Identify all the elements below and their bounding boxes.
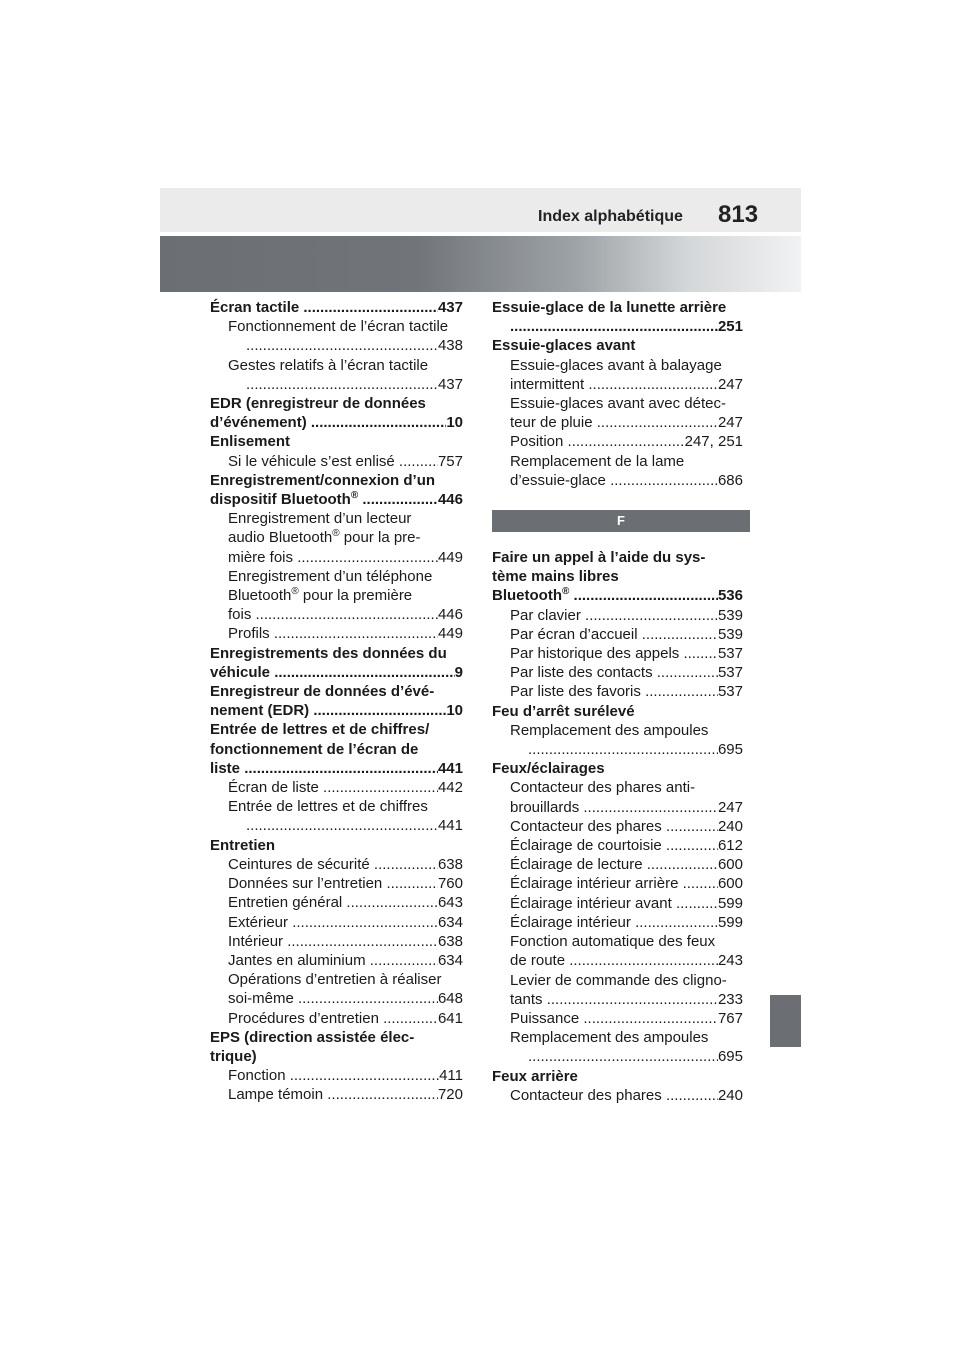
entry-text: Enregistreur de données d’évé- (210, 683, 435, 701)
index-subentry (210, 893, 463, 912)
leader-dots (346, 893, 438, 912)
entry-text: Par historique des appels (510, 645, 684, 663)
index-subentry (492, 894, 743, 913)
leader-dots (666, 1086, 718, 1105)
entry-text: véhicule (210, 663, 275, 681)
entry-text: Par clavier (510, 606, 586, 624)
page-reference: 10 (446, 414, 463, 432)
entry-text: Remplacement de la lame (510, 452, 685, 470)
page-reference: 243 (717, 952, 743, 970)
entry-text: trique) (210, 1047, 257, 1065)
index-subentry (492, 432, 743, 451)
page-reference: 641 (437, 1009, 463, 1027)
entry-text: Écran tactile (210, 299, 304, 316)
index-subentry (210, 970, 463, 1008)
entry-text: Essuie-glaces avant (492, 337, 636, 355)
entry-text: intermittent (510, 375, 589, 393)
leader-dots (568, 432, 685, 451)
entry-text: Éclairage intérieur (510, 913, 636, 931)
page-reference: 695 (717, 1048, 743, 1066)
entry-text: Jantes en aluminium (228, 951, 370, 969)
leader-dots (683, 874, 718, 893)
entry-text: Éclairage intérieur avant (510, 894, 676, 912)
entry-text: Gestes relatifs à l’écran tactile (228, 356, 429, 374)
page-reference: 537 (717, 645, 743, 663)
leader-dots (657, 663, 718, 682)
entry-text: Fonction (228, 1067, 290, 1085)
entry-text: Extérieur (228, 913, 293, 931)
leader-dots (399, 452, 438, 471)
page-reference: 634 (437, 951, 463, 969)
index-subentry (210, 1009, 463, 1028)
entry-text: Position (510, 433, 568, 451)
leader-dots (583, 798, 718, 817)
chapter-side-tab (770, 995, 801, 1047)
entry-text: EDR (enregistreur de données (210, 395, 426, 413)
page-reference: 612 (717, 837, 743, 855)
entry-text: Contacteur des phares anti- (510, 779, 696, 797)
index-subentry (210, 509, 463, 567)
index-entry (492, 298, 743, 336)
entry-text: Profils (228, 625, 274, 643)
index-subentry (210, 1066, 463, 1085)
page-reference: 449 (437, 625, 463, 643)
leader-dots (574, 586, 718, 605)
page-reference: 600 (717, 856, 743, 874)
page-reference: 638 (437, 855, 463, 873)
index-entry (210, 298, 463, 317)
entry-text: Enregistrement d’un téléphone (228, 567, 433, 585)
entry-text: de route (510, 952, 570, 970)
entry-text: Fonctionnement de l’écran tactile (228, 318, 449, 336)
index-subentry (210, 951, 463, 970)
index-entry (492, 336, 743, 355)
leader-dots (528, 1047, 718, 1066)
index-subentry (210, 452, 463, 471)
page-reference: 599 (717, 913, 743, 931)
index-subentry (210, 624, 463, 643)
leader-dots (583, 1009, 718, 1028)
page-reference: 537 (717, 683, 743, 701)
index-subentry (492, 1086, 743, 1105)
index-entry (210, 682, 463, 720)
index-subentry (210, 874, 463, 893)
index-subentry (492, 721, 743, 759)
entry-text: Entrée de lettres et de chiffres/ (210, 721, 430, 739)
leader-dots (292, 913, 438, 932)
index-subentry (492, 778, 743, 816)
page-reference: 9 (454, 663, 463, 681)
page-reference: 757 (437, 452, 463, 470)
entry-text: Par liste des contacts (510, 664, 657, 682)
index-subentry (210, 932, 463, 951)
entry-text: Lampe témoin (228, 1086, 328, 1104)
entry-text: Éclairage intérieur arrière (510, 875, 683, 893)
entry-text: Éclairage de courtoisie (510, 837, 666, 855)
page-reference: 634 (437, 913, 463, 931)
page-header-bar (160, 188, 801, 232)
index-entry (492, 1067, 743, 1086)
page-reference: 686 (717, 471, 743, 489)
entry-text: Puissance (510, 1009, 584, 1027)
leader-dots (647, 855, 718, 874)
index-subentry (210, 913, 463, 932)
entry-text: Feux arrière (492, 1067, 578, 1085)
index-subentry (492, 932, 743, 970)
leader-dots (370, 951, 438, 970)
entry-text: Contacteur des phares (510, 817, 666, 835)
page-reference: 446 (437, 491, 463, 509)
leader-dots (683, 644, 718, 663)
entry-text: Enregistrement d’un lecteur (228, 510, 412, 528)
index-subentry (492, 913, 743, 932)
leader-dots (313, 701, 446, 720)
index-subentry (492, 874, 743, 893)
entry-text: Ceintures de sécurité (228, 855, 374, 873)
index-subentry (492, 606, 743, 625)
entry-text: Données sur l’entretien (228, 875, 387, 893)
leader-dots (597, 413, 718, 432)
index-subentry (492, 682, 743, 701)
page-reference: 10 (446, 702, 463, 720)
leader-dots (569, 951, 718, 970)
entry-text: d’événement) (210, 414, 311, 432)
index-entry (492, 702, 743, 721)
page-reference: 539 (717, 606, 743, 624)
entry-text: teur de pluie (510, 414, 597, 432)
leader-dots (676, 894, 718, 913)
page-reference: 247 (717, 798, 743, 816)
page-reference: 760 (437, 875, 463, 893)
index-subentry (492, 625, 743, 644)
index-subentry (210, 797, 463, 835)
page-reference: 442 (437, 779, 463, 797)
index-entry (210, 836, 463, 855)
entry-text: Entretien (210, 836, 276, 854)
leader-dots (588, 375, 718, 394)
index-entry (492, 548, 743, 606)
entry-text: nement (EDR) (210, 702, 314, 720)
entry-text: tème mains libres (492, 568, 619, 586)
leader-dots (290, 1066, 439, 1085)
leader-dots (528, 740, 718, 759)
index-subentry (492, 971, 743, 1009)
page-reference: 251 (717, 318, 743, 336)
leader-dots (303, 298, 438, 317)
entry-text: soi-même (228, 990, 299, 1008)
leader-dots (374, 855, 438, 874)
leader-dots (274, 663, 454, 682)
page-reference: 441 (437, 759, 463, 777)
entry-text: Éclairage de lecture (510, 856, 647, 874)
page-number: 813 (718, 201, 759, 228)
leader-dots (383, 1009, 438, 1028)
page-reference: 449 (437, 548, 463, 566)
page-reference: 600 (717, 875, 743, 893)
entry-text: Entretien général (228, 894, 347, 912)
index-entry (210, 720, 463, 778)
page-reference: 537 (717, 664, 743, 682)
leader-dots (298, 989, 438, 1008)
index-subentry (492, 644, 743, 663)
entry-text: Enregistrements des données du (210, 644, 447, 662)
entry-text: Faire un appel à l’aide du sys- (492, 549, 706, 567)
leader-dots (327, 1085, 438, 1104)
entry-text: brouillards (510, 798, 584, 816)
leader-dots (386, 874, 438, 893)
entry-text: mière fois (228, 548, 298, 566)
index-subentry (492, 1028, 743, 1066)
page-reference: 695 (717, 741, 743, 759)
entry-text: Procédures d’entretien (228, 1009, 384, 1027)
header-gradient-band (160, 236, 801, 292)
leader-dots (246, 336, 438, 355)
leader-dots (311, 413, 446, 432)
page-reference: 437 (437, 299, 463, 316)
page-reference: 438 (437, 337, 463, 355)
entry-text: tants (510, 990, 547, 1008)
entry-text: d’essuie-glace (510, 471, 611, 489)
entry-text: Essuie-glace de la lunette arrière (492, 299, 727, 316)
entry-text: Bluetooth® pour la première (228, 586, 413, 605)
page-header-title: Index alphabétique (538, 208, 683, 225)
entry-text: liste (210, 759, 245, 777)
page-reference: 720 (437, 1086, 463, 1104)
page-reference: 638 (437, 932, 463, 950)
entry-text: Écran de liste (228, 779, 324, 797)
index-group-e-continued (492, 298, 743, 490)
index-subentry (492, 1009, 743, 1028)
entry-text: Opérations d’entretien à réaliser (228, 971, 442, 989)
entry-text: Essuie-glaces avant avec détec- (510, 395, 726, 413)
page-reference: 446 (437, 606, 463, 624)
index-subentry (210, 567, 463, 625)
entry-text: Contacteur des phares (510, 1086, 666, 1104)
page-reference: 599 (717, 894, 743, 912)
leader-dots (635, 913, 718, 932)
entry-text: Si le véhicule s’est enlisé (228, 452, 399, 470)
index-entry (492, 759, 743, 778)
leader-dots (645, 682, 718, 701)
entry-text: Feu d’arrêt surélevé (492, 702, 635, 720)
entry-text: Intérieur (228, 932, 288, 950)
index-entry (210, 644, 463, 682)
leader-dots (287, 932, 438, 951)
index-subentry (492, 394, 743, 432)
page-reference: 539 (717, 625, 743, 643)
entry-text: EPS (direction assistée élec- (210, 1028, 415, 1046)
entry-text: Enlisement (210, 433, 291, 451)
entry-text: Remplacement des ampoules (510, 1029, 709, 1047)
page-reference: 643 (437, 894, 463, 912)
page-reference: 247 (717, 414, 743, 432)
page-reference: 767 (717, 1009, 743, 1027)
page-reference: 247, 251 (684, 433, 743, 451)
index-subentry (210, 317, 463, 355)
leader-dots (610, 471, 718, 490)
entry-text: Fonction automatique des feux (510, 933, 716, 951)
page-reference: 441 (437, 817, 463, 835)
page-reference: 648 (437, 990, 463, 1008)
leader-dots (244, 759, 438, 778)
index-entry (210, 471, 463, 509)
entry-text: dispositif Bluetooth® (210, 490, 359, 509)
index-entry (210, 394, 463, 432)
leader-dots (666, 817, 718, 836)
leader-dots (274, 624, 438, 643)
index-entry (210, 1028, 463, 1066)
entry-text: Levier de commande des cligno- (510, 971, 727, 989)
index-entry (210, 432, 463, 451)
index-subentry (210, 1085, 463, 1104)
leader-dots (362, 490, 438, 509)
leader-dots (323, 778, 438, 797)
entry-text: Remplacement des ampoules (510, 721, 709, 739)
index-subentry (492, 855, 743, 874)
index-subentry (492, 356, 743, 394)
entry-text: Par écran d’accueil (510, 625, 642, 643)
index-subentry (492, 817, 743, 836)
page-reference: 536 (717, 587, 743, 605)
page-reference: 240 (717, 817, 743, 835)
index-subentry (210, 855, 463, 874)
entry-text: Essuie-glaces avant à balayage (510, 356, 722, 374)
index-group-f (492, 548, 743, 1105)
index-subentry (210, 778, 463, 797)
index-subentry (492, 663, 743, 682)
leader-dots (256, 605, 438, 624)
index-subentry (492, 452, 743, 490)
entry-text: audio Bluetooth® pour la pre- (228, 528, 421, 547)
index-subentry (210, 356, 463, 394)
leader-dots (666, 836, 718, 855)
entry-text: Entrée de lettres et de chiffres (228, 798, 428, 816)
leader-dots (547, 990, 718, 1009)
index-column-right (492, 298, 743, 1105)
page-reference: 247 (717, 375, 743, 393)
index-column-left (210, 298, 463, 1105)
page-reference: 240 (717, 1086, 743, 1104)
entry-text: Par liste des favoris (510, 683, 646, 701)
leader-dots (642, 625, 718, 644)
page-reference: 411 (439, 1067, 463, 1085)
entry-text: Enregistrement/connexion d’un (210, 471, 436, 489)
entry-text: fois (228, 606, 256, 624)
entry-text: Feux/éclairages (492, 760, 605, 778)
index-subentry (492, 836, 743, 855)
section-letter-bar: F (492, 510, 750, 532)
entry-text: fonctionnement de l’écran de (210, 740, 419, 758)
leader-dots (510, 317, 718, 336)
leader-dots (246, 816, 438, 835)
entry-text: Bluetooth® (492, 586, 570, 605)
leader-dots (585, 606, 718, 625)
leader-dots (246, 375, 438, 394)
page-reference: 437 (437, 375, 463, 393)
leader-dots (297, 548, 438, 567)
page-reference: 233 (717, 990, 743, 1008)
